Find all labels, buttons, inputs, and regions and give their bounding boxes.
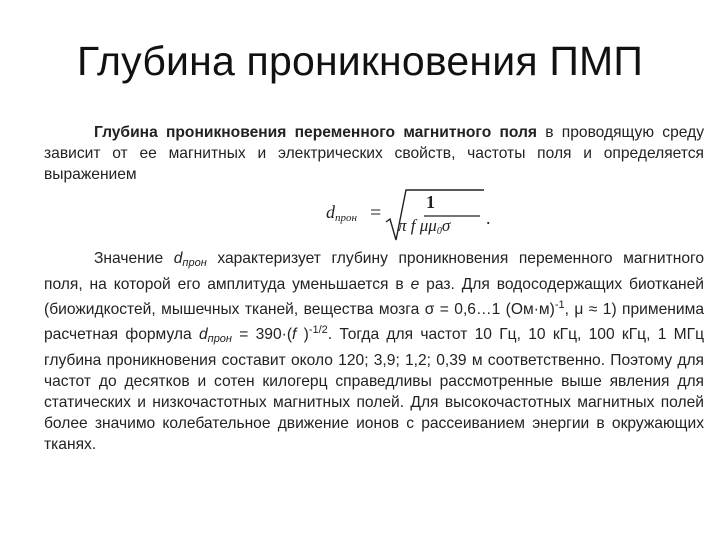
- paragraph-explanation: Значение $d_{прон}$ характеризует глубину проникновения переменного магнитного поля, на которой его амплитуда уменьшается в e раз. Для водосодержащих биотканей (биожидкостей, мышечных тканей, вещества мозга σ = 0,6…1 $(Ом\cdot м)^{-1}$, μ ≈ 1) применима расчетная формула $d_{прон} = 390\cdot(f$ )$^{-1/2}$. Тогда для частот 10 Гц, 10 кГц, 100 кГц, 1 МГц глубина проникновения составит около 120; 3,9; 1,2; 0,39 м соответственно. Поэтому для частот до десятков и сотен килогерц справедливы рассмотренные выше явления для статических и низкочастотных магнитных полей. Для высокочастотных магнитных полей более значимо колебательное движение ионов с рассеиванием энергии в окружающих тканях.: [44, 250, 705, 453]
- paragraph-intro: [44, 122, 704, 185]
- formula-numerator: 1: [426, 192, 435, 212]
- formula-denominator: π f $\mu\mu_0\sigma$: [398, 216, 451, 237]
- e-constant: e: [410, 276, 420, 293]
- slide-title: Глубина проникновения ПМП: [76, 38, 644, 84]
- d-prон-term-2: $d_{прон}$: [198, 326, 232, 345]
- penetration-depth-formula: [326, 188, 496, 244]
- intro-text: в проводящую среду зависит от ее магнитных и электрических свойств, частоты поля и определяется выражением: [44, 124, 704, 183]
- term-bold: Глубина проникновения переменного магнитного поля: [94, 124, 538, 141]
- formula-period: .: [486, 208, 491, 228]
- d-prон-term: $d_{прон}$: [173, 250, 207, 269]
- formula-lhs: $d_{прон}$: [326, 202, 357, 224]
- formula-equals: =: [370, 202, 382, 224]
